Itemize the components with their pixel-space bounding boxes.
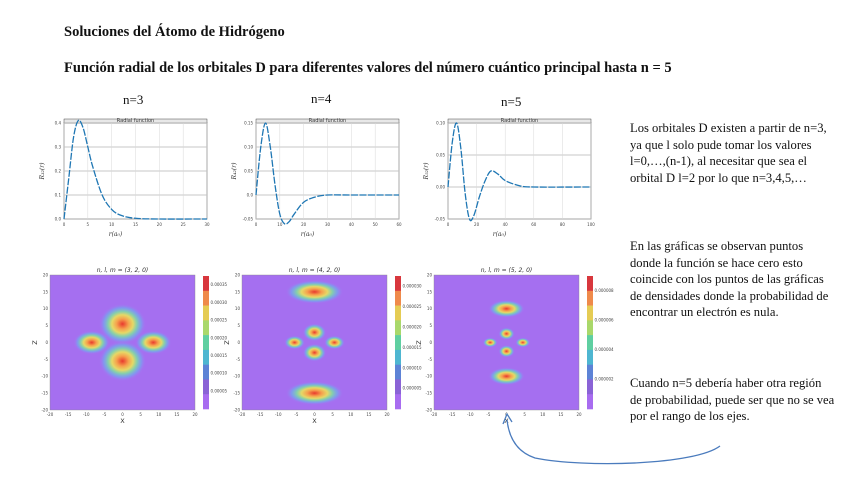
radial-plot-n4-svg <box>222 113 402 243</box>
x-tick-label: 5 <box>139 412 142 417</box>
y-tick-label: -10 <box>233 373 240 379</box>
y-tick-label: -20 <box>41 407 48 413</box>
colorbar-segment <box>587 350 593 365</box>
colorbar-tick-label: 0.000002 <box>594 376 614 382</box>
colorbar-segment <box>395 350 401 365</box>
x-tick-label: 0 <box>254 222 258 227</box>
colorbar-segment <box>203 306 209 321</box>
y-tick-label: -15 <box>41 390 48 396</box>
colorbar-segment <box>395 335 401 350</box>
colorbar-segment <box>395 291 401 306</box>
y-tick-label: 0.15 <box>244 120 253 126</box>
y-tick-label: 0.10 <box>436 120 445 126</box>
density-lobe <box>303 324 326 342</box>
y-tick-label: 15 <box>234 289 240 295</box>
x-tick-label: 50 <box>372 222 378 227</box>
y-tick-label: 20 <box>426 272 432 278</box>
y-tick-label: 0.0 <box>246 192 253 198</box>
colorbar-tick-label: 0.000025 <box>402 303 422 309</box>
y-tick-label: -10 <box>41 373 48 379</box>
x-tick-label: 10 <box>109 222 115 227</box>
colorbar-segment <box>395 394 401 409</box>
x-tick-label: 60 <box>531 222 537 227</box>
x-tick-label: 0 <box>313 412 316 417</box>
x-tick-label: 100 <box>587 222 595 227</box>
document-title: Soluciones del Átomo de Hidrógeno <box>64 24 285 40</box>
document-subtitle: Función radial de los orbitales D para diferentes valores del número cuántico principal hasta n = 5 <box>64 60 672 76</box>
colorbar-tick-label: 0.00030 <box>210 299 228 305</box>
y-tick-label: 0.05 <box>436 152 445 158</box>
colorbar-segment <box>203 365 209 380</box>
x-tick-label: 5 <box>331 412 334 417</box>
x-tick-label: -20 <box>430 412 438 417</box>
density-lobe <box>499 328 515 340</box>
y-tick-label: 0.10 <box>244 144 253 150</box>
colorbar-segment <box>203 394 209 409</box>
y-axis-label: R₄₂(r) <box>231 162 238 180</box>
label-n3: n=3 <box>123 92 144 107</box>
heatmap-title: n, l, m = (4, 2, 0) <box>288 267 341 274</box>
x-axis-label: X <box>120 417 125 425</box>
y-tick-label: 5 <box>45 323 48 329</box>
x-tick-label: 0 <box>62 222 66 227</box>
density-lobe <box>488 300 524 318</box>
y-tick-label: -0.05 <box>434 216 445 222</box>
x-tick-label: 40 <box>348 222 354 227</box>
colorbar-segment <box>203 320 209 335</box>
x-axis-label: r(a₀) <box>108 231 123 238</box>
density-lobe <box>284 336 304 350</box>
y-axis-label: Z <box>31 340 39 345</box>
colorbar-tick-label: 0.000008 <box>594 287 614 293</box>
density-plot-n5-svg <box>414 262 614 425</box>
colorbar-tick-label: 0.000015 <box>402 344 422 350</box>
x-tick-label: -10 <box>466 412 474 417</box>
y-tick-label: -15 <box>233 390 240 396</box>
x-tick-label: 20 <box>301 222 307 227</box>
y-tick-label: 0 <box>237 339 240 345</box>
x-tick-label: -20 <box>46 412 54 417</box>
y-tick-label: 0.05 <box>244 168 253 174</box>
x-tick-label: 20 <box>156 222 162 227</box>
y-tick-label: -5 <box>44 356 48 362</box>
density-lobe <box>135 331 171 355</box>
colorbar-tick-label: 0.00020 <box>210 335 228 341</box>
y-tick-label: -5 <box>428 356 432 362</box>
x-tick-label: 0 <box>446 222 450 227</box>
density-plot-n3-svg <box>30 262 228 425</box>
colorbar-segment <box>587 320 593 335</box>
plot-title: Radial function <box>500 118 539 125</box>
colorbar-segment <box>395 365 401 380</box>
radial-plot-n4 <box>222 113 402 243</box>
density-lobe <box>483 338 498 347</box>
y-tick-label: -20 <box>233 407 240 413</box>
colorbar-segment <box>395 276 401 291</box>
y-axis-label: Z <box>223 340 231 345</box>
plot-title: Radial function <box>308 118 347 125</box>
radial-plot-n5 <box>414 113 594 243</box>
colorbar-segment <box>203 276 209 291</box>
y-tick-label: 0.3 <box>54 144 61 150</box>
x-tick-label: 10 <box>156 412 162 417</box>
x-tick-label: -5 <box>102 412 107 417</box>
density-lobe <box>303 344 326 362</box>
x-axis-label: r(a₀) <box>492 231 507 238</box>
colorbar-tick-label: 0.00010 <box>210 370 228 376</box>
colorbar-segment <box>395 379 401 394</box>
x-axis-label: X <box>312 417 317 425</box>
x-tick-label: 0 <box>505 412 508 417</box>
density-plot-n4 <box>222 262 422 425</box>
x-tick-label: 20 <box>576 412 582 417</box>
y-axis-label: Z <box>415 340 423 345</box>
colorbar-segment <box>587 306 593 321</box>
y-tick-label: -15 <box>425 390 432 396</box>
colorbar-segment <box>203 335 209 350</box>
x-tick-label: 15 <box>558 412 564 417</box>
y-tick-label: 10 <box>42 306 48 312</box>
x-tick-label: 15 <box>132 222 139 227</box>
x-tick-label: 10 <box>540 412 546 417</box>
x-tick-label: 80 <box>559 222 565 227</box>
x-tick-label: 0 <box>121 412 124 417</box>
plot-title: Radial function <box>116 118 155 125</box>
y-tick-label: -10 <box>425 373 432 379</box>
radial-plot-n5-svg <box>414 113 594 243</box>
y-tick-label: -0.05 <box>242 216 253 222</box>
density-lobe <box>516 338 531 347</box>
y-tick-label: 15 <box>42 289 48 295</box>
colorbar-tick-label: 0.000006 <box>594 317 614 323</box>
y-tick-label: 20 <box>234 272 240 278</box>
y-tick-label: -5 <box>236 356 240 362</box>
y-tick-label: 0.2 <box>54 168 61 174</box>
colorbar-tick-label: 0.00035 <box>210 282 228 288</box>
x-axis-label: r(a₀) <box>300 231 315 238</box>
x-tick-label: 60 <box>396 222 402 227</box>
plot-frame <box>448 123 591 219</box>
colorbar-tick-label: 0.000005 <box>402 385 422 391</box>
y-tick-label: 0 <box>45 339 48 345</box>
paragraph-nodes: En las gráficas se observan puntos donde la función se hace cero esto coincide con los puntos de las gráficas de densidades donde la probabilidad de encontrar un electrón es nula. <box>630 239 829 319</box>
colorbar-tick-label: 0.000010 <box>402 365 422 371</box>
x-tick-label: 40 <box>502 222 508 227</box>
colorbar-segment <box>587 365 593 380</box>
y-tick-label: 0.0 <box>54 216 61 222</box>
x-tick-label: 5 <box>523 412 526 417</box>
colorbar-segment <box>587 335 593 350</box>
label-n5: n=5 <box>501 94 522 109</box>
x-tick-label: -10 <box>274 412 282 417</box>
x-tick-label: 10 <box>348 412 354 417</box>
colorbar-segment <box>395 320 401 335</box>
x-tick-label: -20 <box>238 412 246 417</box>
y-tick-label: 0.00 <box>436 184 445 190</box>
radial-plot-n3 <box>30 113 210 243</box>
annotation-arrow <box>495 410 735 470</box>
x-tick-label: 30 <box>204 222 210 227</box>
colorbar-segment <box>203 350 209 365</box>
y-tick-label: 10 <box>234 306 240 312</box>
x-tick-label: 15 <box>366 412 372 417</box>
y-tick-label: -20 <box>425 407 432 413</box>
y-tick-label: 15 <box>426 289 432 295</box>
density-lobe <box>488 367 524 385</box>
colorbar-segment <box>587 379 593 394</box>
y-tick-label: 20 <box>42 272 48 278</box>
heatmap-title: n, l, m = (3, 2, 0) <box>96 267 149 274</box>
density-plot-n4-svg <box>222 262 422 425</box>
label-n4: n=4 <box>311 91 332 106</box>
colorbar-segment <box>587 291 593 306</box>
colorbar-tick-label: 0.00015 <box>210 353 228 358</box>
x-tick-label: -5 <box>294 412 299 417</box>
y-tick-label: 0 <box>429 339 432 345</box>
colorbar-tick-label: 0.000020 <box>402 324 422 330</box>
x-tick-label: -5 <box>486 412 491 417</box>
y-tick-label: 0.4 <box>54 120 61 126</box>
y-axis-label: R₃₂(r) <box>39 162 46 180</box>
density-lobe <box>286 381 344 405</box>
x-tick-label: -15 <box>64 412 72 417</box>
x-tick-label: 30 <box>324 222 331 227</box>
x-tick-label: -15 <box>256 412 264 417</box>
colorbar-segment <box>395 306 401 321</box>
x-tick-label: -10 <box>82 412 90 417</box>
density-lobe <box>499 345 515 357</box>
radial-plot-n3-svg <box>30 113 210 243</box>
x-tick-label: -15 <box>448 412 456 417</box>
y-axis-label: R₅₂(r) <box>423 162 430 180</box>
arrow-curve <box>507 420 720 464</box>
density-plot-n5 <box>414 262 614 425</box>
x-tick-label: 20 <box>192 412 198 417</box>
x-tick-label: 15 <box>174 412 180 417</box>
x-tick-label: 25 <box>180 222 186 227</box>
colorbar-segment <box>587 394 593 409</box>
heatmap-title: n, l, m = (5, 2, 0) <box>480 267 533 274</box>
density-lobe <box>286 280 344 304</box>
colorbar-segment <box>203 379 209 394</box>
x-axis-label: X <box>504 417 509 425</box>
x-tick-label: 5 <box>86 222 90 227</box>
density-lobe <box>74 331 110 355</box>
x-tick-label: 20 <box>384 412 390 417</box>
colorbar-tick-label: 0.00025 <box>210 317 228 323</box>
x-tick-label: 10 <box>277 222 283 227</box>
density-plot-n3 <box>30 262 228 425</box>
colorbar-segment <box>203 291 209 306</box>
colorbar-tick-label: 0.00005 <box>210 388 228 394</box>
y-tick-label: 5 <box>429 323 432 329</box>
paragraph-n5-note: Cuando n=5 debería haber otra región de probabilidad, puede ser que no se vea por el rango de los ejes. <box>630 376 835 423</box>
x-tick-label: 20 <box>474 222 480 227</box>
heatmap-background <box>434 275 579 410</box>
colorbar-segment <box>587 276 593 291</box>
colorbar-tick-label: 0.000030 <box>402 283 422 289</box>
paragraph-d-orbitals: Los orbitales D existen a partir de n=3, ya que l solo pude tomar los valores l=0,…,(n-1), al necesitar que sea el orbital D l=2 por lo que n=3,4,5,… <box>630 121 827 185</box>
y-tick-label: 0.1 <box>54 192 61 198</box>
y-tick-label: 5 <box>237 323 240 329</box>
y-tick-label: 10 <box>426 306 432 312</box>
colorbar-tick-label: 0.000004 <box>594 347 614 353</box>
density-lobe <box>324 336 344 350</box>
